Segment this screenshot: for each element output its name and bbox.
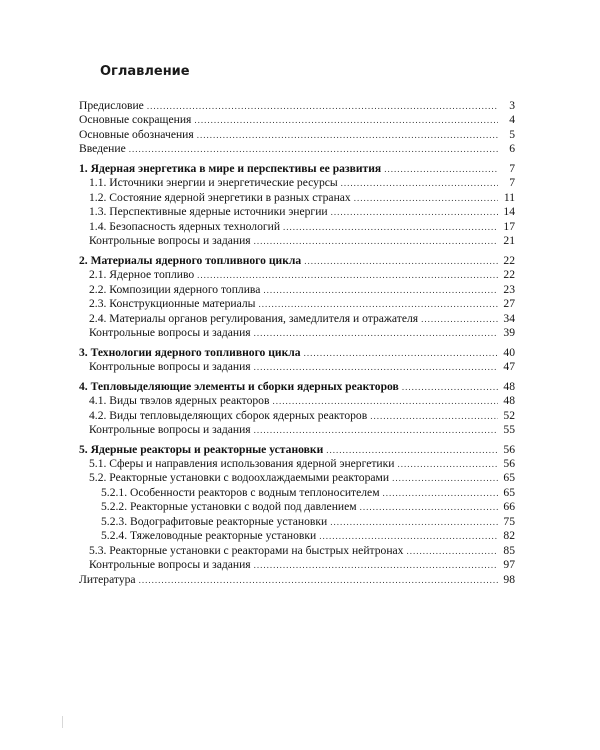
toc-entry[interactable] xyxy=(79,283,515,297)
toc-entry[interactable] xyxy=(79,234,515,248)
toc-entry-page-number: 66 xyxy=(503,500,515,514)
toc-entry[interactable] xyxy=(79,128,515,142)
toc-entry-title: 2.2. Композиции ядерного топлива xyxy=(89,282,261,296)
toc-entry-page-number: 5 xyxy=(509,127,515,141)
toc-entry-page-number: 85 xyxy=(503,543,515,557)
toc-entry-title: 2.1. Ядерное топливо xyxy=(89,268,195,282)
toc-entry-title: 5.2.1. Особенности реакторов с водным теплоносителем xyxy=(101,485,380,499)
toc-entry[interactable] xyxy=(79,254,515,268)
toc-dot-leader xyxy=(258,297,498,311)
toc-dot-leader xyxy=(397,457,498,471)
toc-entry[interactable] xyxy=(79,297,515,311)
toc-entry-title: 2.4. Материалы органов регулирования, замедлителя и отражателя xyxy=(89,311,419,325)
toc-entry-title: Основные обозначения xyxy=(79,127,194,141)
toc-entry-title: 5.3. Реакторные установки с реакторами на быстрых нейтронах xyxy=(89,543,404,557)
toc-dot-leader xyxy=(402,380,498,394)
toc-entry[interactable] xyxy=(79,558,515,572)
toc-entry[interactable] xyxy=(79,457,515,471)
toc-entry-title: 2. Материалы ядерного топливного цикла xyxy=(79,253,302,267)
toc-entry-page-number: 17 xyxy=(503,219,515,233)
toc-dot-leader xyxy=(194,113,498,127)
toc-entry[interactable] xyxy=(79,205,515,219)
toc-entry-title: 5.1. Сферы и направления использования ядерной энергетики xyxy=(89,457,395,470)
toc-entry[interactable] xyxy=(79,346,515,360)
toc-entry[interactable] xyxy=(79,380,515,394)
toc-dot-leader xyxy=(197,128,498,142)
toc-entry-title: Литература xyxy=(79,572,136,586)
toc-dot-leader xyxy=(319,529,498,543)
toc-entry-title: 1.3. Перспективные ядерные источники энергии xyxy=(89,205,328,219)
toc-entry-page-number: 56 xyxy=(503,457,515,470)
toc-dot-leader xyxy=(330,515,498,529)
toc-dot-leader xyxy=(139,573,498,587)
toc-entry[interactable] xyxy=(79,312,515,326)
toc-entry[interactable] xyxy=(79,220,515,234)
toc-entry[interactable] xyxy=(79,142,515,156)
toc-entry-page-number: 7 xyxy=(509,161,515,175)
toc-entry-title: 4.2. Виды тепловыделяющих сборок ядерных реакторов xyxy=(89,408,368,422)
toc-entry-title: Контрольные вопросы и задания xyxy=(89,558,251,572)
toc-dot-leader xyxy=(272,394,498,408)
page-edge-mark xyxy=(62,716,63,728)
toc-entry[interactable] xyxy=(79,191,515,205)
toc-entry-page-number: 3 xyxy=(509,99,515,112)
toc-dot-leader xyxy=(354,191,498,205)
toc-dot-leader xyxy=(304,346,498,360)
toc-entry[interactable] xyxy=(79,529,515,543)
toc-entry-title: Контрольные вопросы и задания xyxy=(89,422,251,436)
toc-heading: Оглавление xyxy=(100,64,190,79)
toc-dot-leader xyxy=(254,423,498,437)
toc-entry[interactable] xyxy=(79,326,515,340)
toc-entry[interactable] xyxy=(79,99,515,113)
toc-entry-page-number: 40 xyxy=(503,345,515,359)
toc-entry[interactable] xyxy=(79,409,515,423)
toc-entry[interactable] xyxy=(79,515,515,529)
toc-entry-page-number: 23 xyxy=(503,282,515,296)
toc-entry[interactable] xyxy=(79,443,515,457)
toc-dot-leader xyxy=(370,409,498,423)
toc-entry-title: 1.2. Состояние ядерной энергетики в разных странах xyxy=(89,190,351,204)
toc-entry[interactable] xyxy=(79,360,515,374)
toc-dot-leader xyxy=(197,268,498,282)
toc-entry-page-number: 65 xyxy=(503,471,515,485)
toc-entry-title: 5.2. Реакторные установки с водоохлаждаемыми реакторами xyxy=(89,471,390,485)
toc-dot-leader xyxy=(254,360,498,374)
toc-entry-title: 1. Ядерная энергетика в мире и перспективы ее развития xyxy=(79,161,382,175)
toc-entry-title: Предисловие xyxy=(79,99,144,112)
toc-entry-page-number: 27 xyxy=(503,297,515,311)
toc-entry-page-number: 75 xyxy=(503,514,515,528)
toc-entry-page-number: 56 xyxy=(503,442,515,456)
toc-entry-page-number: 48 xyxy=(503,379,515,393)
toc-entry[interactable] xyxy=(79,500,515,514)
toc-dot-leader xyxy=(421,312,498,326)
toc-dot-leader xyxy=(392,471,498,485)
toc-entry-title: Контрольные вопросы и задания xyxy=(89,360,251,373)
toc-entry-title: 1.4. Безопасность ядерных технологий xyxy=(89,219,281,233)
toc-entry-title: 3. Технологии ядерного топливного цикла xyxy=(79,345,301,359)
toc-entry-title: 5.2.3. Водографитовые реакторные установки xyxy=(101,514,328,528)
toc-dot-leader xyxy=(147,99,498,113)
toc-dot-leader xyxy=(384,162,498,176)
toc-entry-title: 5. Ядерные реакторы и реакторные установки xyxy=(79,442,324,456)
toc-entry-page-number: 21 xyxy=(503,234,515,248)
toc-entry[interactable] xyxy=(79,471,515,485)
toc-entry-page-number: 48 xyxy=(503,394,515,408)
toc-dot-leader xyxy=(254,558,498,572)
toc-dot-leader xyxy=(129,142,498,156)
toc-dot-leader xyxy=(304,254,498,268)
toc-entry-page-number: 7 xyxy=(509,176,515,190)
toc-entry-page-number: 34 xyxy=(503,311,515,325)
toc-entry-page-number: 39 xyxy=(503,325,515,339)
toc-entry-title: Введение xyxy=(79,142,126,156)
toc-entry[interactable] xyxy=(79,162,515,176)
toc-entry-page-number: 6 xyxy=(509,142,515,156)
toc-entry-page-number: 14 xyxy=(503,205,515,219)
toc-dot-leader xyxy=(263,283,498,297)
toc-entry-page-number: 97 xyxy=(503,558,515,572)
toc-entry-page-number: 11 xyxy=(503,190,515,204)
toc-dot-leader xyxy=(326,443,498,457)
toc-entry[interactable] xyxy=(79,486,515,500)
toc-dot-leader xyxy=(406,544,498,558)
toc-entry[interactable] xyxy=(79,394,515,408)
toc-entry[interactable] xyxy=(79,544,515,558)
toc-entry-title: Контрольные вопросы и задания xyxy=(89,325,251,339)
toc-entry-title: Контрольные вопросы и задания xyxy=(89,234,251,248)
toc-entry[interactable] xyxy=(79,423,515,437)
table-of-contents xyxy=(79,99,515,587)
toc-dot-leader xyxy=(283,220,498,234)
toc-entry-page-number: 4 xyxy=(509,113,515,127)
toc-entry-title: 5.2.4. Тяжеловодные реакторные установки xyxy=(101,529,317,543)
toc-dot-leader xyxy=(360,500,498,514)
toc-entry-page-number: 47 xyxy=(503,360,515,373)
toc-entry-page-number: 55 xyxy=(503,422,515,436)
toc-entry[interactable] xyxy=(79,573,515,587)
toc-entry-page-number: 22 xyxy=(503,268,515,282)
toc-entry[interactable] xyxy=(79,113,515,127)
toc-entry-title: 4. Тепловыделяющие элементы и сборки ядерных реакторов xyxy=(79,379,399,393)
toc-entry-page-number: 52 xyxy=(503,408,515,422)
toc-entry-page-number: 82 xyxy=(503,529,515,543)
toc-entry[interactable] xyxy=(79,268,515,282)
toc-entry-title: 2.3. Конструкционные материалы xyxy=(89,297,256,311)
toc-entry-title: Основные сокращения xyxy=(79,113,192,127)
toc-entry-title: 5.2.2. Реакторные установки с водой под давлением xyxy=(101,500,357,514)
toc-dot-leader xyxy=(254,326,498,340)
toc-entry[interactable] xyxy=(79,176,515,190)
toc-entry-page-number: 65 xyxy=(503,485,515,499)
toc-dot-leader xyxy=(341,176,498,190)
toc-entry-page-number: 22 xyxy=(503,253,515,267)
toc-dot-leader xyxy=(254,234,498,248)
toc-dot-leader xyxy=(383,486,498,500)
toc-entry-page-number: 98 xyxy=(503,572,515,586)
toc-dot-leader xyxy=(331,205,498,219)
toc-entry-title: 4.1. Виды твэлов ядерных реакторов xyxy=(89,394,270,408)
toc-entry-title: 1.1. Источники энергии и энергетические ресурсы xyxy=(89,176,338,190)
